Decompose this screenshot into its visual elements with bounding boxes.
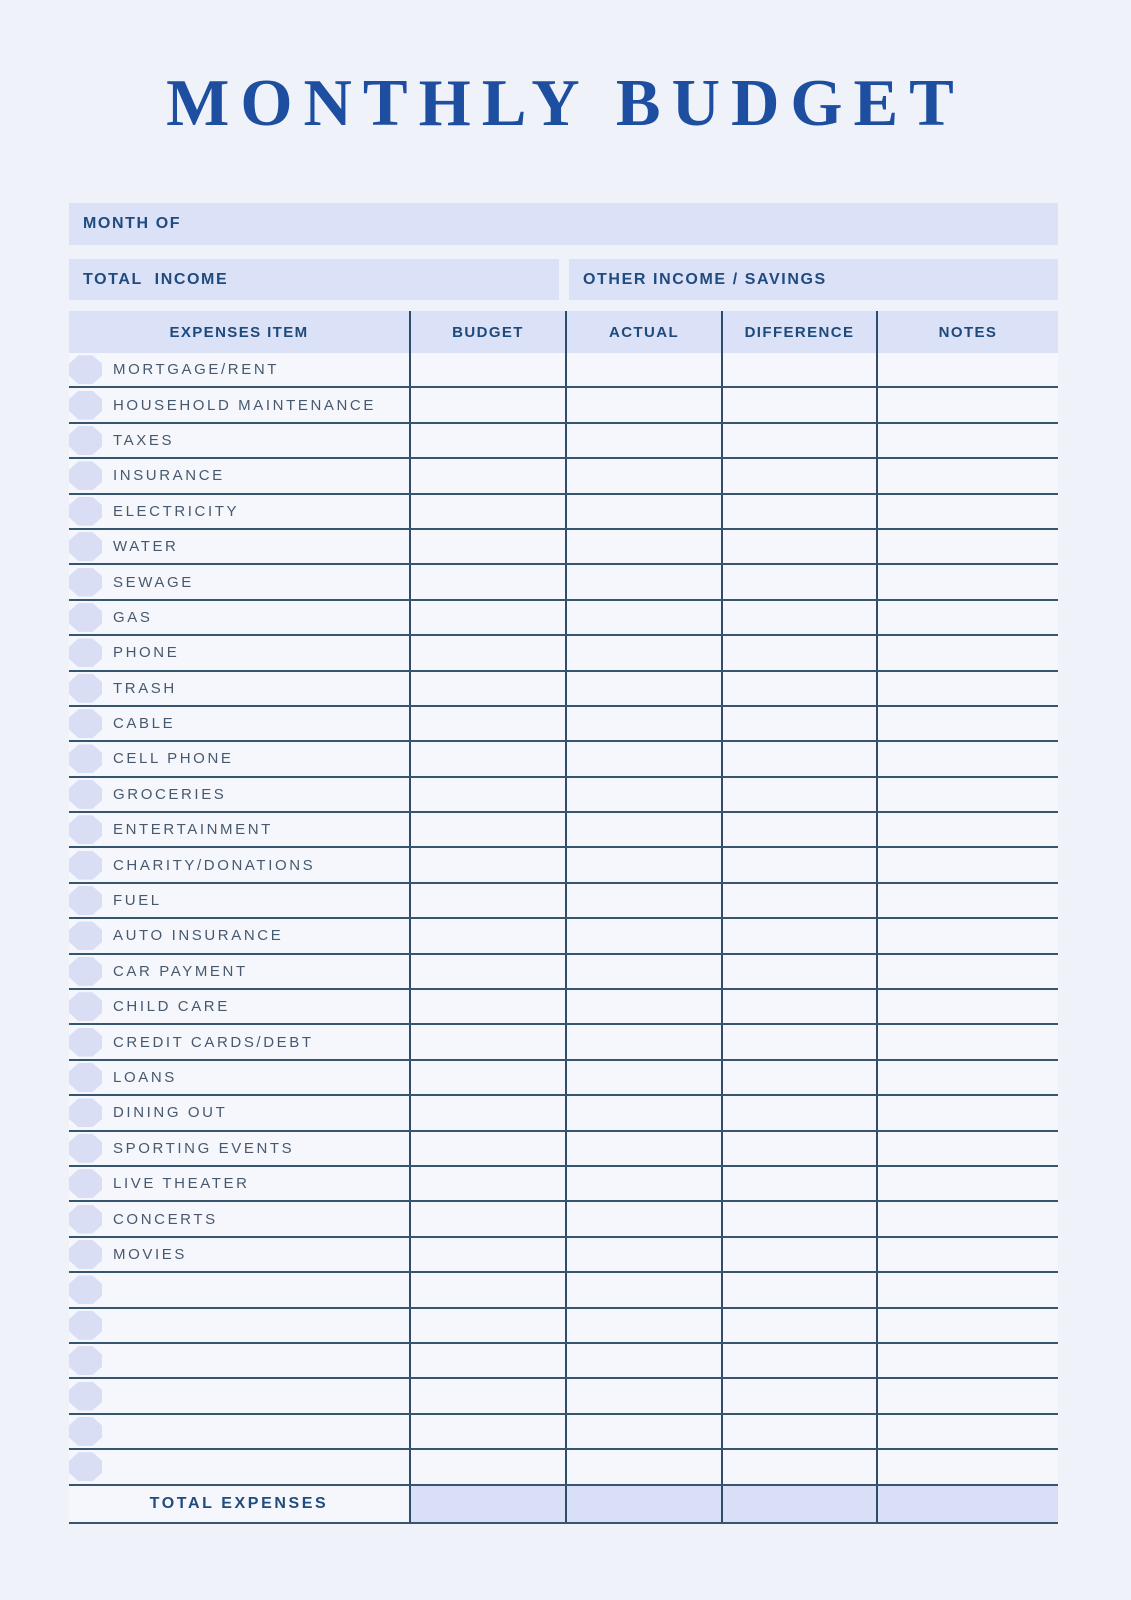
expense-item-cell (69, 565, 409, 598)
table-row (69, 495, 1058, 530)
budget-cell (409, 990, 565, 1023)
notes-cell (876, 848, 1058, 881)
expense-item-label: LIVE THEATER (113, 1175, 250, 1193)
expense-item-cell (69, 707, 409, 740)
budget-cell (409, 601, 565, 634)
notes-cell (876, 388, 1058, 421)
table-row (69, 672, 1058, 707)
actual-cell (565, 1309, 721, 1342)
difference-cell (721, 636, 876, 669)
total-income-field (69, 259, 559, 300)
notes-cell (876, 1273, 1058, 1306)
budget-cell (409, 1344, 565, 1377)
difference-cell (721, 919, 876, 952)
notes-cell (876, 1132, 1058, 1165)
table-row (69, 1450, 1058, 1485)
expense-item-cell (69, 778, 409, 811)
budget-cell (409, 459, 565, 492)
expense-item-cell (69, 495, 409, 528)
actual-cell (565, 459, 721, 492)
budget-cell (409, 1202, 565, 1235)
expense-item-label: FUEL (113, 892, 162, 910)
table-row (69, 778, 1058, 813)
table-row (69, 601, 1058, 636)
expense-item-label: WATER (113, 538, 179, 556)
notes-cell (876, 565, 1058, 598)
notes-cell (876, 530, 1058, 563)
month-of-field (69, 203, 1058, 245)
actual-cell (565, 1202, 721, 1235)
bullet-icon (69, 603, 102, 632)
expense-item-cell (69, 990, 409, 1023)
bullet-icon (69, 1311, 102, 1340)
expense-item-cell (69, 459, 409, 492)
table-row (69, 1273, 1058, 1308)
actual-cell (565, 1379, 721, 1412)
notes-cell (876, 1025, 1058, 1058)
actual-cell (565, 388, 721, 421)
bullet-icon (69, 1134, 102, 1163)
bullet-icon (69, 674, 102, 703)
table-row (69, 919, 1058, 954)
expense-item-label: TRASH (113, 679, 177, 697)
bullet-icon (69, 497, 102, 526)
actual-cell (565, 601, 721, 634)
expense-item-label: DINING OUT (113, 1104, 228, 1122)
difference-cell (721, 955, 876, 988)
actual-cell (565, 672, 721, 705)
bullet-icon (69, 1240, 102, 1269)
expense-item-cell (69, 955, 409, 988)
total-actual-cell (565, 1486, 721, 1522)
table-row (69, 848, 1058, 883)
difference-cell (721, 1025, 876, 1058)
expense-item-label: CREDIT CARDS/DEBT (113, 1033, 314, 1051)
difference-cell (721, 424, 876, 457)
expense-item-label: CHARITY/DONATIONS (113, 856, 316, 874)
difference-cell (721, 884, 876, 917)
difference-cell (721, 388, 876, 421)
table-row (69, 1025, 1058, 1060)
budget-cell (409, 813, 565, 846)
actual-cell (565, 848, 721, 881)
budget-cell (409, 1238, 565, 1271)
difference-cell (721, 1238, 876, 1271)
expense-item-cell (69, 424, 409, 457)
notes-cell (876, 1379, 1058, 1412)
bullet-icon (69, 426, 102, 455)
bullet-icon (69, 886, 102, 915)
bullet-icon (69, 780, 102, 809)
difference-cell (721, 813, 876, 846)
actual-cell (565, 530, 721, 563)
bullet-icon (69, 921, 102, 950)
table-row (69, 1096, 1058, 1131)
expense-item-cell (69, 1202, 409, 1235)
actual-cell (565, 424, 721, 457)
table-row (69, 636, 1058, 671)
expense-item-label: CONCERTS (113, 1210, 218, 1228)
header-expenses-item: EXPENSES ITEM (169, 323, 309, 341)
budget-cell (409, 388, 565, 421)
bullet-icon (69, 1028, 102, 1057)
notes-cell (876, 424, 1058, 457)
actual-cell (565, 1025, 721, 1058)
notes-cell (876, 1096, 1058, 1129)
bullet-icon (69, 709, 102, 738)
bullet-icon (69, 992, 102, 1021)
difference-cell (721, 353, 876, 386)
actual-cell (565, 353, 721, 386)
expense-item-cell (69, 1025, 409, 1058)
expense-item-cell (69, 1167, 409, 1200)
notes-cell (876, 778, 1058, 811)
budget-cell (409, 884, 565, 917)
budget-cell (409, 636, 565, 669)
bullet-icon (69, 1382, 102, 1411)
expense-item-cell (69, 1132, 409, 1165)
expense-item-label: SEWAGE (113, 573, 194, 591)
actual-cell (565, 1061, 721, 1094)
notes-cell (876, 919, 1058, 952)
table-row (69, 1238, 1058, 1273)
header-difference: DIFFERENCE (721, 311, 876, 353)
table-row (69, 990, 1058, 1025)
notes-cell (876, 1309, 1058, 1342)
difference-cell (721, 1167, 876, 1200)
budget-cell (409, 1132, 565, 1165)
table-row (69, 955, 1058, 990)
difference-cell (721, 601, 876, 634)
other-income-label: OTHER INCOME / SAVINGS (583, 270, 827, 288)
notes-cell (876, 1344, 1058, 1377)
budget-cell (409, 1415, 565, 1448)
expense-item-cell (69, 388, 409, 421)
total-notes-cell (876, 1486, 1058, 1522)
actual-cell (565, 1415, 721, 1448)
expense-item-label: GROCERIES (113, 785, 227, 803)
budget-cell (409, 424, 565, 457)
notes-cell (876, 884, 1058, 917)
expense-item-cell (69, 1344, 409, 1377)
budget-cell (409, 1061, 565, 1094)
notes-cell (876, 1061, 1058, 1094)
expense-item-cell (69, 1273, 409, 1306)
total-expenses-label-cell (69, 1486, 409, 1522)
header-notes: NOTES (876, 311, 1058, 353)
bullet-icon (69, 744, 102, 773)
expense-item-label: SPORTING EVENTS (113, 1139, 295, 1157)
difference-cell (721, 495, 876, 528)
table-row (69, 353, 1058, 388)
notes-cell (876, 672, 1058, 705)
actual-cell (565, 1238, 721, 1271)
notes-cell (876, 1167, 1058, 1200)
difference-cell (721, 1061, 876, 1094)
actual-cell (565, 495, 721, 528)
budget-cell (409, 848, 565, 881)
actual-cell (565, 1167, 721, 1200)
table-row (69, 1061, 1058, 1096)
bullet-icon (69, 1063, 102, 1092)
table-header-row (69, 311, 1058, 353)
budget-cell (409, 1309, 565, 1342)
expense-item-cell (69, 813, 409, 846)
expense-item-cell (69, 672, 409, 705)
table-row (69, 1167, 1058, 1202)
budget-cell (409, 1167, 565, 1200)
notes-cell (876, 742, 1058, 775)
notes-cell (876, 636, 1058, 669)
total-difference-cell (721, 1486, 876, 1522)
month-of-label: MONTH OF (83, 215, 182, 232)
budget-cell (409, 955, 565, 988)
budget-cell (409, 778, 565, 811)
budget-cell (409, 1379, 565, 1412)
actual-cell (565, 990, 721, 1023)
bullet-icon (69, 815, 102, 844)
bullet-icon (69, 1417, 102, 1446)
expense-item-cell (69, 636, 409, 669)
difference-cell (721, 990, 876, 1023)
difference-cell (721, 530, 876, 563)
notes-cell (876, 495, 1058, 528)
bullet-icon (69, 568, 102, 597)
budget-cell (409, 1273, 565, 1306)
header-budget: BUDGET (409, 311, 565, 353)
expense-item-cell (69, 1309, 409, 1342)
bullet-icon (69, 638, 102, 667)
expense-item-label: CABLE (113, 715, 176, 733)
expense-item-cell (69, 1238, 409, 1271)
notes-cell (876, 1202, 1058, 1235)
table-row (69, 1202, 1058, 1237)
expense-item-label: LOANS (113, 1069, 177, 1086)
expense-item-cell (69, 742, 409, 775)
expense-item-label: CHILD CARE (113, 998, 230, 1016)
table-row (69, 1415, 1058, 1450)
notes-cell (876, 1450, 1058, 1483)
bullet-icon (69, 1275, 102, 1304)
difference-cell (721, 1450, 876, 1483)
budget-cell (409, 1096, 565, 1129)
difference-cell (721, 707, 876, 740)
notes-cell (876, 813, 1058, 846)
notes-cell (876, 990, 1058, 1023)
budget-cell (409, 353, 565, 386)
table-row (69, 1132, 1058, 1167)
expense-item-cell (69, 530, 409, 563)
difference-cell (721, 778, 876, 811)
budget-cell (409, 707, 565, 740)
expense-item-label: INSURANCE (113, 467, 225, 485)
page-title: MONTHLY BUDGET (166, 66, 965, 140)
table-row (69, 1344, 1058, 1379)
expense-item-label: ELECTRICITY (113, 502, 240, 520)
table-row (69, 565, 1058, 600)
difference-cell (721, 672, 876, 705)
other-income-field (569, 259, 1058, 300)
expense-item-cell (69, 848, 409, 881)
expense-item-label: AUTO INSURANCE (113, 927, 284, 945)
total-income-label: TOTAL INCOME (83, 270, 229, 288)
bullet-icon (69, 1205, 102, 1234)
total-budget-cell (409, 1486, 565, 1522)
bullet-icon (69, 1452, 102, 1481)
table-row (69, 742, 1058, 777)
budget-cell (409, 1025, 565, 1058)
budget-cell (409, 919, 565, 952)
expense-item-cell (69, 1096, 409, 1129)
actual-cell (565, 919, 721, 952)
bullet-icon (69, 1169, 102, 1198)
table-row (69, 424, 1058, 459)
actual-cell (565, 778, 721, 811)
table-row (69, 884, 1058, 919)
difference-cell (721, 1379, 876, 1412)
table-row (69, 707, 1058, 742)
actual-cell (565, 565, 721, 598)
budget-cell (409, 495, 565, 528)
notes-cell (876, 1415, 1058, 1448)
bullet-icon (69, 532, 102, 561)
expense-item-label: GAS (113, 608, 153, 626)
budget-cell (409, 742, 565, 775)
expense-item-cell (69, 1379, 409, 1412)
total-expenses-row (69, 1486, 1058, 1524)
actual-cell (565, 636, 721, 669)
table-row (69, 388, 1058, 423)
expense-item-label: CELL PHONE (113, 750, 234, 768)
table-row (69, 459, 1058, 494)
bullet-icon (69, 391, 102, 420)
difference-cell (721, 1415, 876, 1448)
notes-cell (876, 459, 1058, 492)
difference-cell (721, 1273, 876, 1306)
difference-cell (721, 848, 876, 881)
expense-item-cell (69, 1415, 409, 1448)
actual-cell (565, 1096, 721, 1129)
actual-cell (565, 1132, 721, 1165)
difference-cell (721, 1309, 876, 1342)
income-section (69, 259, 1058, 300)
expense-item-cell (69, 1061, 409, 1094)
difference-cell (721, 459, 876, 492)
expense-item-cell (69, 601, 409, 634)
actual-cell (565, 707, 721, 740)
expense-item-label: MOVIES (113, 1245, 187, 1263)
notes-cell (876, 707, 1058, 740)
expense-item-label: CAR PAYMENT (113, 962, 248, 980)
table-row (69, 1379, 1058, 1414)
budget-cell (409, 672, 565, 705)
actual-cell (565, 1450, 721, 1483)
notes-cell (876, 601, 1058, 634)
difference-cell (721, 742, 876, 775)
bullet-icon (69, 355, 102, 384)
notes-cell (876, 1238, 1058, 1271)
difference-cell (721, 565, 876, 598)
notes-cell (876, 955, 1058, 988)
bullet-icon (69, 1346, 102, 1375)
expense-item-label: PHONE (113, 644, 180, 662)
expense-item-label: ENTERTAINMENT (113, 821, 273, 839)
budget-cell (409, 530, 565, 563)
difference-cell (721, 1344, 876, 1377)
difference-cell (721, 1096, 876, 1129)
actual-cell (565, 742, 721, 775)
expense-item-label: TAXES (113, 431, 175, 449)
expense-item-cell (69, 884, 409, 917)
actual-cell (565, 1344, 721, 1377)
bullet-icon (69, 461, 102, 490)
table-row (69, 813, 1058, 848)
expense-item-cell (69, 353, 409, 386)
expense-item-cell (69, 1450, 409, 1483)
table-body (69, 353, 1058, 1486)
actual-cell (565, 813, 721, 846)
table-row (69, 1309, 1058, 1344)
expense-item-label: MORTGAGE/RENT (113, 361, 280, 379)
expense-item-label: HOUSEHOLD MAINTENANCE (113, 396, 376, 414)
table-row (69, 530, 1058, 565)
budget-cell (409, 565, 565, 598)
actual-cell (565, 955, 721, 988)
actual-cell (565, 1273, 721, 1306)
total-expenses-label: TOTAL EXPENSES (149, 1494, 329, 1512)
difference-cell (721, 1132, 876, 1165)
bullet-icon (69, 957, 102, 986)
expense-item-cell (69, 919, 409, 952)
actual-cell (565, 884, 721, 917)
difference-cell (721, 1202, 876, 1235)
bullet-icon (69, 851, 102, 880)
budget-cell (409, 1450, 565, 1483)
expenses-table (69, 311, 1058, 1524)
notes-cell (876, 353, 1058, 386)
header-actual: ACTUAL (565, 311, 721, 353)
bullet-icon (69, 1098, 102, 1127)
